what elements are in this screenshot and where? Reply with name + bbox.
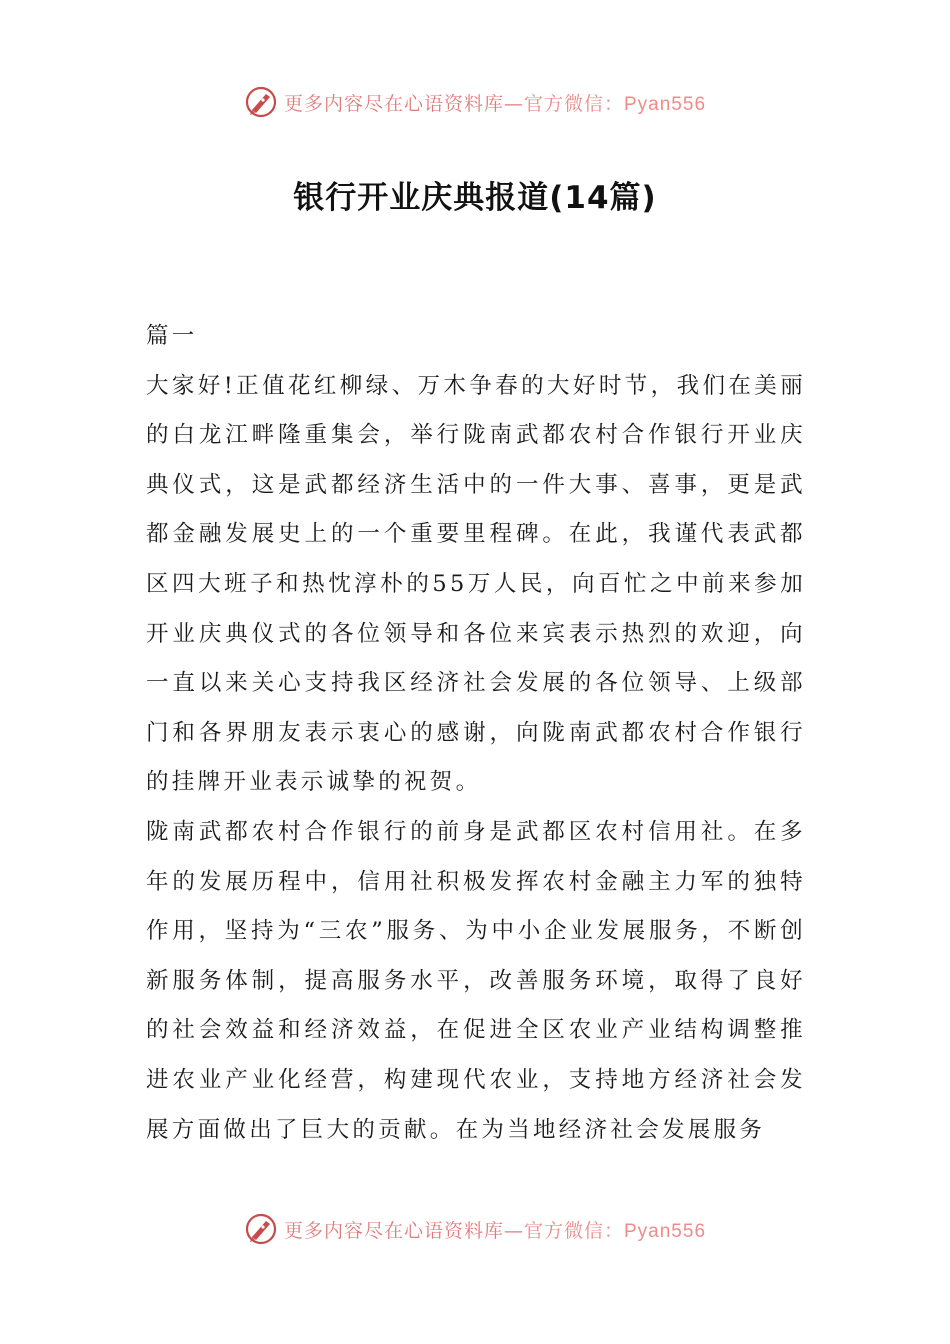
banner-wechat-id: Pyan556 xyxy=(624,93,707,115)
banner-wechat-id: Pyan556 xyxy=(624,1220,707,1242)
banner-dash: — xyxy=(503,1219,524,1242)
banner-promo-text: 更多内容尽在心语资料库 xyxy=(283,1219,504,1242)
pen-nib-logo-icon xyxy=(244,1212,278,1246)
banner-text-line xyxy=(284,89,706,116)
document-body xyxy=(146,312,806,1155)
paragraph-1: 大家好!正值花红柳绿、万木争春的大好时节，我们在美丽的白龙江畔隆重集会，举行陇南武都农村合作银行开业庆典仪式，这是武都经济生活中的一件大事、喜事，更是武都金融发展史上的一个重要里程碑。在此，我谨代表武都区四大班子和热忱淳朴的55万人民，向百忙之中前来参加开业庆典仪式的各位领导和各位来宾表示热烈的欢迎，向一直以来关心支持我区经济社会发展的各位领导、上级部门和各界朋友表示衷心的感谢，向陇南武都农村合作银行的挂牌开业表示诚挚的祝贺。 xyxy=(146,372,806,796)
document-title: 银行开业庆典报道(14篇) xyxy=(293,180,657,216)
banner-wechat-label: 官方微信： xyxy=(523,92,624,115)
banner-dash: — xyxy=(503,92,524,115)
banner-wechat-label: 官方微信： xyxy=(523,1219,624,1242)
paragraph-2: 陇南武都农村合作银行的前身是武都区农村信用社。在多年的发展历程中，信用社积极发挥农村金融主力军的独特作用，坚持为“三农”服务、为中小企业发展服务，不断创新服务体制，提高服务水平，改善服务环境，取得了良好的社会效益和经济效益，在促进全区农业产业结构调整推进农业产业化经营，构建现代农业，支持地方经济社会发展方面做出了巨大的贡献。在为当地经济社会发展服务 xyxy=(146,818,806,1143)
footer-banner xyxy=(0,1209,950,1249)
header-banner xyxy=(0,82,950,122)
banner-text-line xyxy=(284,1216,706,1243)
banner-promo-text: 更多内容尽在心语资料库 xyxy=(283,92,504,115)
section-heading: 篇一 xyxy=(146,323,198,349)
pen-nib-logo-icon xyxy=(244,85,278,119)
